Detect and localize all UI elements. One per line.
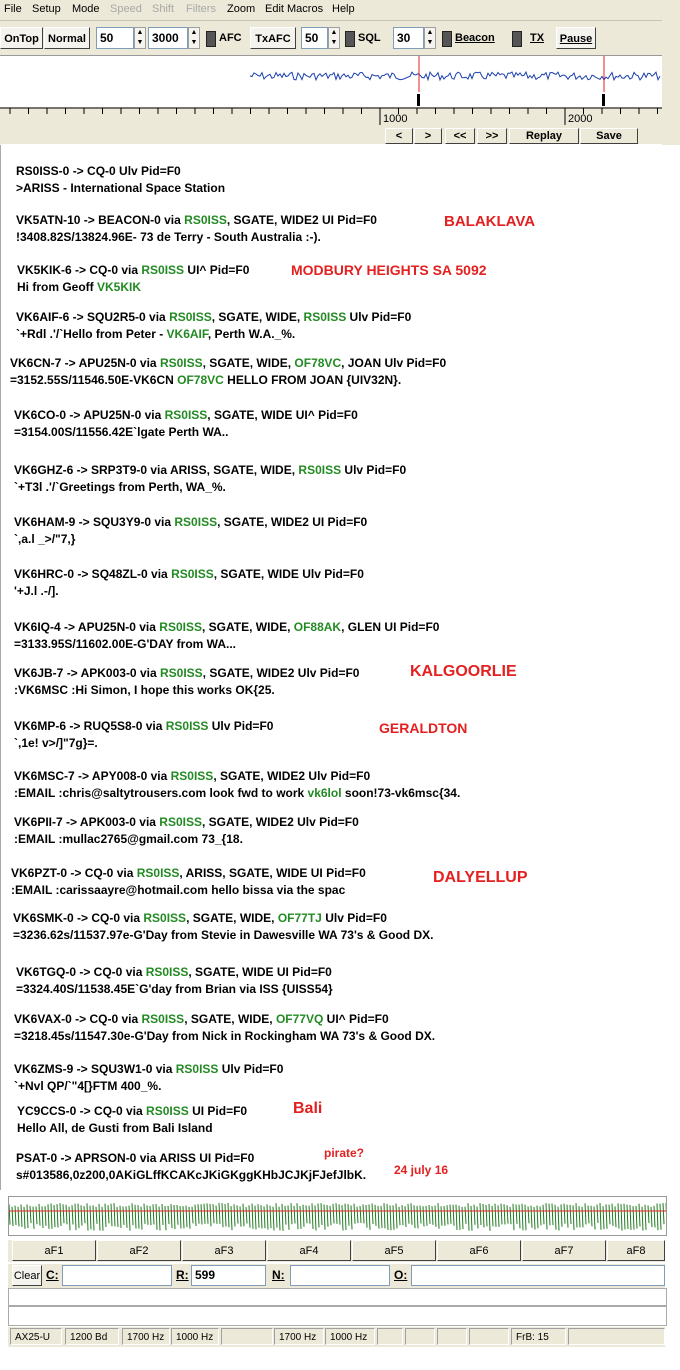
clear-button[interactable]: Clear [12,1265,42,1286]
pause-button[interactable]: Pause [556,27,596,49]
macro-button-af5[interactable]: aF5 [352,1240,436,1261]
menu-zoom[interactable]: Zoom [227,3,256,15]
packet-line [14,514,367,531]
packet-text: , SGATE, WIDE2 Ulv Pid=F0 [201,815,359,829]
name-label: N: [272,1268,285,1282]
packet-20 [16,1150,366,1184]
packet-text: UI Pid=F0 [188,1104,248,1118]
packet-text: s#013586,0z200,0AKiGLffKCAKcJKiGKggKHbJCJKjFJefJlbK. [16,1168,367,1182]
packet-4 [10,355,446,389]
rst-field[interactable]: 599 [191,1265,266,1286]
packet-line [17,279,249,296]
packet-line [14,665,359,682]
menu-setup[interactable]: Setup [32,3,61,15]
macro-button-af7[interactable]: aF7 [522,1240,606,1261]
beacon-label[interactable]: Beacon [455,32,495,44]
packet-text: VK6AIF-6 -> SQU2R5-0 via [16,310,170,324]
frequency-ruler[interactable] [0,107,662,128]
packet-text: VK6JB-7 -> APK003-0 via [14,666,160,680]
packet-text: !3408.82S/13824.96E- 73 de Terry - South Australia :-). [16,230,321,244]
status-shift-2: 1000 Hz [325,1328,375,1345]
packet-text: VK6PII-7 -> APK003-0 via [14,815,160,829]
annotation-pirate: pirate? [324,1146,365,1160]
value-field-2[interactable]: 3000 [148,27,188,49]
packet-text: Ulv Pid=F0 [346,310,412,324]
sql-label[interactable]: SQL [358,32,381,44]
packet-text: Hello All, de Gusti from Bali Island [17,1121,213,1135]
packet-text: `+T3l .'/`Greetings from Perth, WA_%. [14,480,226,494]
packet-line [14,814,359,831]
packet-text: , SGATE, WIDE, [186,911,278,925]
packet-line [14,566,364,583]
callsign-highlight: RS0ISS [170,769,214,783]
packet-line [13,927,433,944]
status-empty-6 [568,1328,665,1345]
packet-text: >ARISS - International Space Station [16,181,226,195]
packet-text: Ulv Pid=F0 [341,463,407,477]
packet-line [16,981,333,998]
last-button[interactable]: >> [477,128,507,144]
packet-text: , SGATE, WIDE, [184,1012,276,1026]
packet-text: Ulv Pid=F0 [208,719,274,733]
value-field-1[interactable]: 50 [96,27,134,49]
macro-button-af8[interactable]: aF8 [607,1240,665,1261]
audio-waveform[interactable] [8,1196,667,1236]
callsign-highlight: RS0ISS [303,310,347,324]
callsign-highlight: RS0ISS [171,567,214,581]
packet-line [14,785,460,802]
callsign-highlight: OF78VC [294,356,342,370]
macro-bar [8,1240,665,1262]
packet-text: , SGATE, WIDE UI^ Pid=F0 [207,408,358,422]
first-button[interactable]: << [445,128,475,144]
callsign-highlight: RS0ISS [159,620,202,634]
packet-line [16,180,225,197]
packet-text: YC9CCS-0 -> CQ-0 via [17,1104,147,1118]
packet-text: VK6CN-7 -> APU25N-0 via [10,356,160,370]
callsign-highlight: VK5KIK [97,280,142,294]
packet-1 [16,212,377,246]
rst-label: R: [176,1268,189,1282]
packet-2 [17,262,249,296]
packet-15 [13,910,433,944]
packet-line [16,163,225,180]
other-field[interactable] [411,1265,665,1286]
normal-button[interactable]: Normal [44,27,90,49]
packet-text: =3324.40S/11538.45E`G'day from Brian via ISS {UISS54} [16,982,333,996]
status-freq-1: 1700 Hz [122,1328,170,1345]
menu-help[interactable]: Help [332,3,355,15]
status-empty-3 [405,1328,435,1345]
tx-label[interactable]: TX [530,32,545,44]
toolbar [0,21,662,55]
callsign-highlight: RS0ISS [141,263,185,277]
call-info-row [8,1264,665,1288]
packet-text: PSAT-0 -> APRSON-0 via ARISS UI Pid=F0 [16,1151,255,1165]
callsign-highlight: RS0ISS [136,866,180,880]
packet-line [14,1028,435,1045]
menu-edit-macros[interactable]: Edit Macros [265,3,324,15]
packet-text: , SGATE, WIDE, [201,620,294,634]
packet-text: , SGATE, WIDE, [202,356,295,370]
packet-line [14,831,359,848]
status-frame-count: FrB: 15 [511,1328,566,1345]
packet-7 [14,514,367,548]
packet-line [14,718,273,735]
packet-18 [14,1061,283,1095]
packet-line [11,865,366,882]
packet-line [16,229,377,246]
annotation-dalyellup: DALYELLUP [433,869,528,886]
packet-line [14,1011,435,1028]
callsign-highlight: RS0ISS [298,463,342,477]
packet-text: =3236.62s/11537.97e-G'Day from Stevie in Dawesville WA 73's & Good DX. [13,928,434,942]
menu-mode[interactable]: Mode [72,3,100,15]
packet-text: UI^ Pid=F0 [323,1012,389,1026]
packet-text: :EMAIL :chris@saltytrousers.com look fwd to work [14,786,308,800]
packet-line [16,964,333,981]
packet-text: , ARISS, SGATE, WIDE UI Pid=F0 [179,866,366,880]
packet-line [10,355,446,372]
packet-line [14,531,367,548]
menu-speed: Speed [110,3,142,15]
packet-text: `+Nvl QP/`"4[}FTM 400_%. [14,1079,162,1093]
packet-line [16,1167,366,1184]
ontop-button[interactable]: OnTop [0,27,43,49]
packet-line [17,1103,247,1120]
ruler-ticks [0,107,662,128]
packet-text: VK6TGQ-0 -> CQ-0 via [16,965,146,979]
packet-text: VK6MP-6 -> RUQ5S8-0 via [14,719,166,733]
status-empty-2 [377,1328,403,1345]
status-empty-4 [437,1328,467,1345]
callsign-highlight: RS0ISS [165,719,209,733]
packet-text: Ulv Pid=F0 [321,911,387,925]
packet-text: VK6ZMS-9 -> SQU3W1-0 via [14,1062,176,1076]
packet-text: `,1e! v>/]"7g}=. [14,736,98,750]
other-label: O: [394,1268,408,1282]
callsign-highlight: RS0ISS [164,408,208,422]
waveform-trace [9,1197,666,1235]
annotation-date: 24 july 16 [394,1163,449,1177]
packet-text: , SGATE, WIDE Ulv Pid=F0 [213,567,364,581]
macro-button-af1[interactable]: aF1 [12,1240,96,1261]
packet-line [13,910,433,927]
callsign-highlight: RS0ISS [169,310,212,324]
packet-line [14,583,364,600]
packet-text: :VK6MSC :Hi Simon, I hope this works OK{25. [14,683,275,697]
receive-text-area[interactable] [0,145,669,1190]
next-button[interactable]: > [414,128,442,144]
call-label: C: [46,1268,59,1282]
packet-5 [14,407,358,441]
packet-text: `+Rdl .'/`Hello from Peter - [16,327,167,341]
annotation-bali: Bali [293,1100,323,1117]
callsign-highlight: RS0ISS [159,666,203,680]
packet-9 [14,619,439,653]
callsign-highlight: RS0ISS [159,815,202,829]
transmit-text-area[interactable] [8,1288,667,1306]
replay-button[interactable]: Replay [509,128,579,144]
packet-19 [17,1103,247,1137]
callsign-highlight: OF88AK [293,620,342,634]
packet-line [16,326,411,343]
packet-text: , SGATE, WIDE2 Ulv Pid=F0 [213,769,371,783]
packet-text: VK6GHZ-6 -> SRP3T9-0 via ARISS, SGATE, WIDE, [14,463,299,477]
spectrum-trace [0,56,662,108]
packet-text: VK6HRC-0 -> SQ48ZL-0 via [14,567,172,581]
txafc-button[interactable]: TxAFC [250,27,296,49]
packet-text: :EMAIL :carissaayre@hotmail.com hello bissa via the spac [11,883,346,897]
packet-line [14,735,273,752]
packet-text: =3133.95S/11602.00E-G'DAY from WA... [14,637,236,651]
scrollbar[interactable] [662,0,680,145]
navigation-bar [0,128,662,144]
spin-arrows-icon[interactable]: ▲ ▼ [188,27,200,49]
packet-line [14,682,359,699]
packet-line [14,479,406,496]
packet-line [17,1120,247,1137]
callsign-highlight: RS0ISS [159,356,203,370]
status-empty-5 [469,1328,509,1345]
callsign-highlight: vk6lol [307,786,342,800]
packet-text: VK6MSC-7 -> APY008-0 via [14,769,171,783]
packet-text: =3152.55S/11546.50E-VK6CN [10,373,178,387]
packet-line [10,372,446,389]
packet-13 [14,814,359,848]
packet-11 [14,718,273,752]
packet-line [14,1061,283,1078]
packet-3 [16,309,411,343]
packet-text: Hi from Geoff [17,280,97,294]
packet-text: VK5KIK-6 -> CQ-0 via [17,263,142,277]
packet-text: UI^ Pid=F0 [184,263,250,277]
packet-line [11,882,366,899]
packet-14 [11,865,366,899]
packet-8 [14,566,364,600]
packet-line [16,309,411,326]
callsign-highlight: RS0ISS [175,1062,219,1076]
save-button[interactable]: Save [580,128,638,144]
spin-arrows-icon[interactable]: ▲ ▼ [134,27,146,49]
packet-text: , SGATE, WIDE2 Ulv Pid=F0 [202,666,360,680]
call-field[interactable] [62,1265,172,1286]
beacon-toggle-icon[interactable] [442,31,452,47]
status-baud: 1200 Bd [65,1328,119,1345]
packet-text: VK6SMK-0 -> CQ-0 via [13,911,144,925]
annotation-modbury-heights: MODBURY HEIGHTS SA 5092 [291,262,487,278]
packet-text: :EMAIL :mullac2765@gmail.com 73_{18. [14,832,243,846]
packet-text: , JOAN Ulv Pid=F0 [341,356,447,370]
packet-16 [16,964,333,998]
menu-file[interactable]: File [4,3,22,15]
macro-button-af3[interactable]: aF3 [182,1240,266,1261]
annotation-balaklava: BALAKLAVA [444,213,536,230]
callsign-highlight: RS0ISS [146,1104,189,1118]
afc-toggle-icon[interactable] [206,31,216,47]
name-field[interactable] [290,1265,390,1286]
ruler-label-2000: 2000 [568,113,593,125]
afc-label[interactable]: AFC [219,32,242,44]
packet-6 [14,462,406,496]
packet-line [16,212,377,229]
packet-line [14,462,406,479]
packet-text: RS0ISS-0 -> CQ-0 Ulv Pid=F0 [16,164,181,178]
packet-text: VK6HAM-9 -> SQU3Y9-0 via [14,515,175,529]
packet-line [16,1150,366,1167]
packet-text: , SGATE, WIDE UI Pid=F0 [188,965,332,979]
sql-toggle-icon[interactable] [345,31,355,47]
packet-line [14,636,439,653]
callsign-highlight: OF77VQ [275,1012,324,1026]
prev-button[interactable]: < [385,128,413,144]
packet-text: VK6PZT-0 -> CQ-0 via [11,866,137,880]
spin-arrows-icon[interactable]: ▲ ▼ [328,27,340,49]
spectrum-display[interactable] [0,55,662,108]
tx-toggle-icon[interactable] [512,31,522,47]
packet-17 [14,1011,435,1045]
packet-text: Ulv Pid=F0 [218,1062,284,1076]
callsign-highlight: RS0ISS [145,965,189,979]
value-field-3[interactable]: 50 [301,27,328,49]
callsign-highlight: RS0ISS [174,515,218,529]
callsign-highlight: VK6AIF [166,327,208,341]
spin-arrows-icon[interactable]: ▲ ▼ [424,27,436,49]
status-bar [8,1327,665,1347]
packet-text: VK6VAX-0 -> CQ-0 via [14,1012,142,1026]
packet-line [14,768,460,785]
packet-line [14,424,358,441]
packet-10 [14,665,359,699]
transmit-buffer-area[interactable] [8,1306,667,1326]
macro-button-af6[interactable]: aF6 [437,1240,521,1261]
callsign-highlight: RS0ISS [184,213,227,227]
annotation-kalgoorlie: KALGOORLIE [410,663,517,680]
ruler-label-1000: 1000 [383,113,408,125]
menu-filters: Filters [186,3,216,15]
callsign-highlight: OF77TJ [277,911,322,925]
packet-0 [16,163,225,197]
status-empty-1 [221,1328,273,1345]
status-freq-2: 1700 Hz [274,1328,324,1345]
menu-bar [0,0,662,21]
packet-text: VK5ATN-10 -> BEACON-0 via [16,213,185,227]
packet-text: , SGATE, WIDE2 UI Pid=F0 [217,515,368,529]
callsign-highlight: RS0ISS [143,911,187,925]
packet-line [14,619,439,636]
packet-text: , Perth W.A._%. [207,327,296,341]
macro-button-af4[interactable]: aF4 [267,1240,351,1261]
packet-12 [14,768,460,802]
annotation-geraldton: GERALDTON [379,720,468,736]
packet-text: soon!73-vk6msc{34. [341,786,461,800]
value-field-4[interactable]: 30 [393,27,424,49]
menu-shift: Shift [152,3,175,15]
packet-text: VK6IQ-4 -> APU25N-0 via [14,620,160,634]
packet-text: , SGATE, WIDE2 UI Pid=F0 [226,213,377,227]
packet-line [17,262,249,279]
packet-line [14,1078,283,1095]
packet-text: `,a.l _>/"7,} [14,532,76,546]
callsign-highlight: RS0ISS [141,1012,185,1026]
status-mode: AX25-U [10,1328,62,1345]
packet-text: =3218.45s/11547.30e-G'Day from Nick in Rockingham WA 73's & Good DX. [14,1029,436,1043]
callsign-highlight: OF78VC [177,373,224,387]
packet-text: VK6CO-0 -> APU25N-0 via [14,408,165,422]
packet-text: =3154.00S/11556.42E`lgate Perth WA.. [14,425,229,439]
packet-text: HELLO FROM JOAN {UIV32N}. [223,373,402,387]
packet-line [14,407,358,424]
packet-text: '+J.l .-/]. [14,584,59,598]
packet-text: , SGATE, WIDE, [211,310,304,324]
packet-text: , GLEN UI Pid=F0 [341,620,440,634]
macro-button-af2[interactable]: aF2 [97,1240,181,1261]
status-shift-1: 1000 Hz [171,1328,219,1345]
